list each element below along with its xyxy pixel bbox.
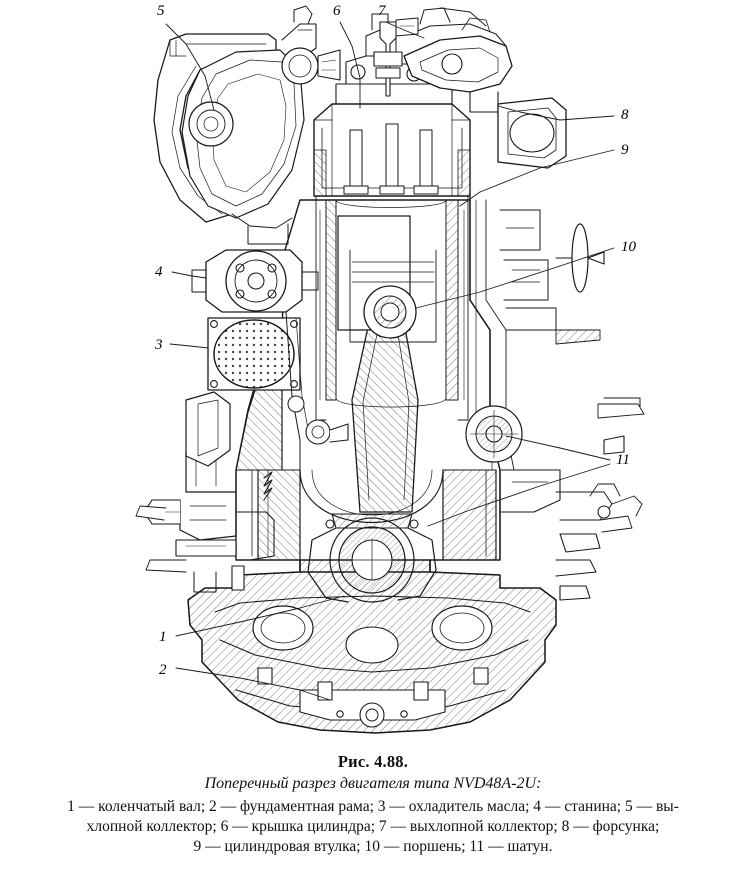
figure-number-label: Рис. 4.88. [337,752,409,771]
callout-11: 11 [616,452,630,468]
callout-5: 5 [157,3,165,19]
callout-2: 2 [159,662,167,678]
figure-title: Поперечный разрез двигателя типа NVD48A-2U: [204,775,542,792]
callout-1: 1 [159,629,167,645]
legend-line-2: хлопной коллектор; 6 — крышка цилиндра; 7 — выхлопной коллектор; 8 — форсунка; [86,817,660,835]
callout-4: 4 [155,264,163,280]
callout-6: 6 [333,3,341,19]
callout-7: 7 [378,3,386,19]
figure-legend [12,797,734,856]
figure-caption [0,752,746,856]
callout-8: 8 [621,107,629,123]
legend-line-1: 1 — коленчатый вал; 2 — фундаментная рама; 3 — охладитель масла; 4 — станина; 5 — вы- [67,798,679,815]
callout-10: 10 [621,239,636,255]
callout-3: 3 [155,337,163,353]
callout-9: 9 [621,142,629,158]
legend-line-3: 9 — цилиндровая втулка; 10 — поршень; 11 — шатун. [193,837,553,855]
